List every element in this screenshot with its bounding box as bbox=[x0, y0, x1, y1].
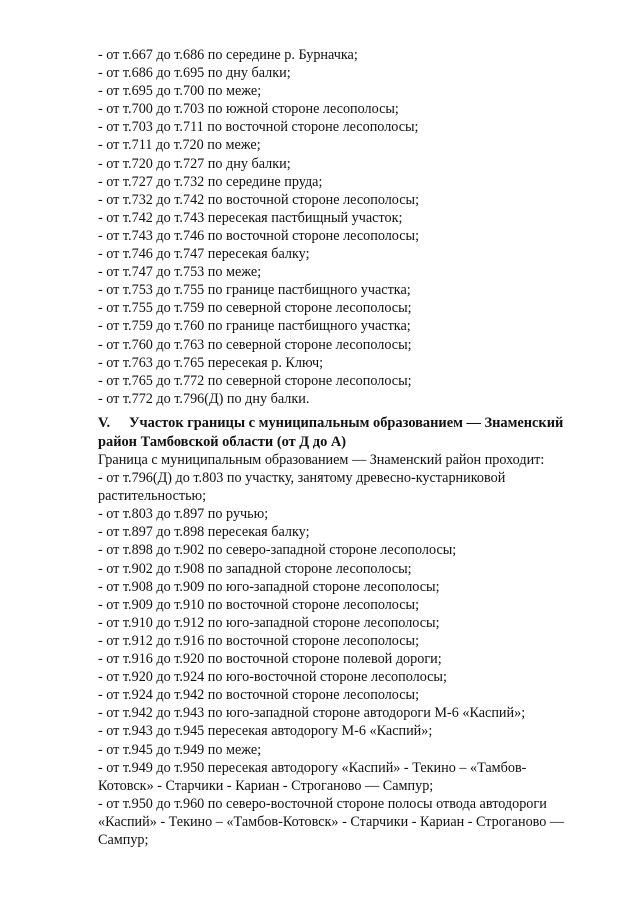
list-item: - от т.765 до т.772 по северной стороне лесополосы; bbox=[98, 372, 412, 389]
list-item: - от т.942 до т.943 по юго-западной стороне автодороги М-6 «Каспий»; bbox=[98, 705, 526, 722]
list-item: - от т.908 до т.909 по юго-западной стороне лесополосы; bbox=[98, 578, 440, 595]
section-title-text: Участок границы с муниципальным образованием — Знаменский bbox=[129, 415, 564, 431]
list-item: - от т.916 до т.920 по восточной стороне полевой дороги; bbox=[98, 651, 442, 668]
list-item: - от т.695 до т.700 по меже; bbox=[98, 83, 262, 100]
list-item: - от т.755 до т.759 по северной стороне лесополосы; bbox=[98, 300, 412, 317]
list-item: - от т.747 до т.753 по меже; bbox=[98, 264, 262, 281]
list-item: - от т.753 до т.755 по границе пастбищного участка; bbox=[98, 282, 411, 299]
list-item: - от т.732 до т.742 по восточной стороне лесополосы; bbox=[98, 191, 420, 208]
list-item-continuation: растительностью; bbox=[98, 488, 207, 505]
section-heading bbox=[98, 414, 618, 451]
section-heading-line1 bbox=[98, 414, 618, 433]
list-item-continuation: Котовск» - Старчики - Кариан - Строганово — Сампур; bbox=[98, 777, 434, 794]
list-item: - от т.772 до т.796(Д) по дну балки. bbox=[98, 390, 310, 407]
list-item-continuation: «Каспий» - Текино – «Тамбов-Котовск» - Старчики - Кариан - Строганово — bbox=[98, 813, 565, 830]
list-item: - от т.667 до т.686 по середине р. Бурначка; bbox=[98, 47, 358, 63]
list-item: - от т.727 до т.732 по середине пруда; bbox=[98, 173, 323, 190]
list-item: - от т.746 до т.747 пересекая балку; bbox=[98, 246, 310, 263]
section-number: V. bbox=[98, 415, 111, 431]
boundary-list-part2 bbox=[98, 451, 618, 849]
list-item: - от т.920 до т.924 по юго-восточной стороне лесополосы; bbox=[98, 669, 447, 686]
list-item: - от т.743 до т.746 по восточной стороне лесополосы; bbox=[98, 227, 420, 244]
list-item: - от т.759 до т.760 по границе пастбищного участка; bbox=[98, 318, 411, 335]
list-item: - от т.763 до т.765 пересекая р. Ключ; bbox=[98, 354, 324, 371]
list-item: - от т.912 до т.916 по восточной стороне лесополосы; bbox=[98, 632, 420, 649]
section-intro: Граница с муниципальным образованием — Знаменский район проходит: bbox=[98, 452, 545, 468]
list-item: - от т.897 до т.898 пересекая балку; bbox=[98, 524, 310, 541]
list-item: - от т.760 до т.763 по северной стороне лесополосы; bbox=[98, 336, 412, 353]
list-item: - от т.909 до т.910 по восточной стороне лесополосы; bbox=[98, 596, 420, 613]
section-heading-line2: район Тамбовской области (от Д до А) bbox=[98, 433, 347, 450]
list-item: - от т.720 до т.727 по дну балки; bbox=[98, 155, 291, 172]
list-item: - от т.950 до т.960 по северо-восточной стороне полосы отвода автодороги bbox=[98, 795, 547, 812]
list-item: - от т.700 до т.703 по южной стороне лесополосы; bbox=[98, 101, 399, 118]
list-item: - от т.703 до т.711 по восточной стороне лесополосы; bbox=[98, 119, 419, 136]
list-item: - от т.945 до т.949 по меже; bbox=[98, 741, 262, 758]
list-item: - от т.742 до т.743 пересекая пастбищный участок; bbox=[98, 209, 403, 226]
list-item: - от т.943 до т.945 пересекая автодорогу М-6 «Каспий»; bbox=[98, 723, 433, 740]
list-item: - от т.898 до т.902 по северо-западной стороне лесополосы; bbox=[98, 542, 457, 559]
list-item: - от т.803 до т.897 по ручью; bbox=[98, 506, 269, 523]
list-item: - от т.910 до т.912 по юго-западной стороне лесополосы; bbox=[98, 614, 440, 631]
boundary-list-part1 bbox=[98, 46, 618, 408]
list-item: - от т.902 до т.908 по западной стороне лесополосы; bbox=[98, 560, 412, 577]
list-item: - от т.924 до т.942 по восточной стороне лесополосы; bbox=[98, 687, 420, 704]
list-item: - от т.711 до т.720 по меже; bbox=[98, 137, 261, 154]
list-item-continuation: Сампур; bbox=[98, 831, 149, 848]
list-item: - от т.949 до т.950 пересекая автодорогу «Каспий» - Текино – «Тамбов- bbox=[98, 759, 527, 776]
list-item: - от т.686 до т.695 по дну балки; bbox=[98, 65, 291, 82]
list-item: - от т.796(Д) до т.803 по участку, занятому древесно-кустарниковой bbox=[98, 470, 506, 487]
